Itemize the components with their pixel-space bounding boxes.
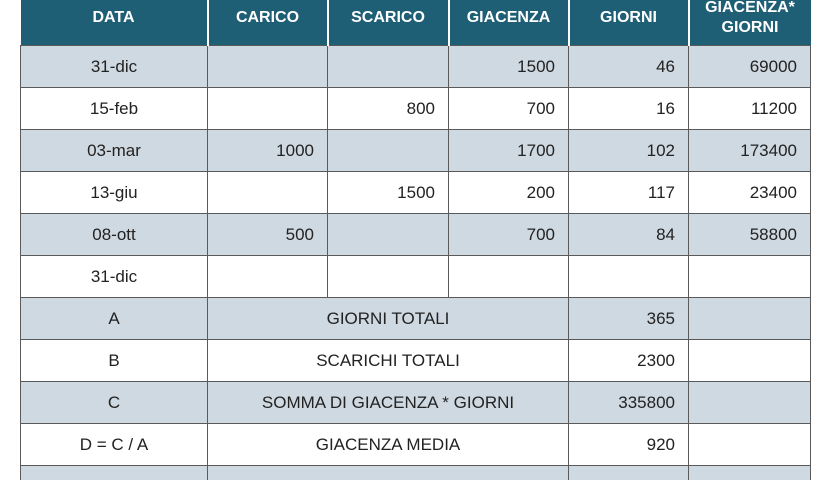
cell-scarico	[328, 256, 449, 298]
cell-carico: 500	[208, 214, 328, 256]
cell-giacenza: 700	[449, 214, 569, 256]
cell-giacenza: 1700	[449, 130, 569, 172]
cell-data: 13-giu	[21, 172, 208, 214]
table-row	[21, 46, 811, 88]
cell-data: 31-dic	[21, 256, 208, 298]
summary-row	[21, 298, 811, 340]
cell-carico	[208, 172, 328, 214]
summary-label: SOMMA DI GIACENZA * GIORNI	[208, 382, 569, 424]
cell-giorni	[569, 256, 689, 298]
table-row	[21, 88, 811, 130]
summary-label: SCARICHI TOTALI	[208, 340, 569, 382]
summary-value: 2300	[569, 340, 689, 382]
header-row	[21, 0, 811, 46]
header-giacenza-giorni: GIACENZA* GIORNI	[689, 0, 811, 46]
cell-data: 15-feb	[21, 88, 208, 130]
summary-value: 920	[569, 424, 689, 466]
cell-data: 31-dic	[21, 46, 208, 88]
header-carico: CARICO	[208, 0, 328, 46]
summary-row	[21, 466, 811, 480]
cell-giacenza: 1500	[449, 46, 569, 88]
header-giorni: GIORNI	[569, 0, 689, 46]
summary-key: D = C / A	[21, 424, 208, 466]
header-giacenza: GIACENZA	[449, 0, 569, 46]
cell-carico: 1000	[208, 130, 328, 172]
cell-scarico: 1500	[328, 172, 449, 214]
cell-giacenza	[449, 256, 569, 298]
cell-data: 08-ott	[21, 214, 208, 256]
summary-value: 365	[569, 298, 689, 340]
summary-extra	[689, 298, 811, 340]
cell-giorni: 16	[569, 88, 689, 130]
cell-scarico: 800	[328, 88, 449, 130]
summary-extra	[689, 340, 811, 382]
summary-value	[569, 466, 689, 480]
summary-extra	[689, 466, 811, 480]
cell-giorni: 84	[569, 214, 689, 256]
summary-extra	[689, 382, 811, 424]
cell-giorni: 117	[569, 172, 689, 214]
table-row	[21, 130, 811, 172]
summary-key: B	[21, 340, 208, 382]
cell-giorni: 46	[569, 46, 689, 88]
summary-key	[21, 466, 208, 480]
cell-giacenza-giorni: 58800	[689, 214, 811, 256]
summary-extra	[689, 424, 811, 466]
summary-value: 335800	[569, 382, 689, 424]
summary-label: GIACENZA MEDIA	[208, 424, 569, 466]
summary-key: C	[21, 382, 208, 424]
summary-key: A	[21, 298, 208, 340]
summary-row	[21, 424, 811, 466]
header-scarico: SCARICO	[328, 0, 449, 46]
cell-data: 03-mar	[21, 130, 208, 172]
summary-row	[21, 340, 811, 382]
cell-giacenza-giorni: 11200	[689, 88, 811, 130]
summary-label: GIORNI TOTALI	[208, 298, 569, 340]
cell-scarico	[328, 214, 449, 256]
cell-giorni: 102	[569, 130, 689, 172]
cell-giacenza-giorni: 173400	[689, 130, 811, 172]
inventory-table	[20, 0, 811, 480]
cell-giacenza: 700	[449, 88, 569, 130]
cell-giacenza-giorni: 23400	[689, 172, 811, 214]
table-row	[21, 256, 811, 298]
table-row	[21, 214, 811, 256]
cell-carico	[208, 256, 328, 298]
cell-carico	[208, 88, 328, 130]
cell-carico	[208, 46, 328, 88]
cell-scarico	[328, 46, 449, 88]
header-data: DATA	[21, 0, 208, 46]
table-row	[21, 172, 811, 214]
summary-row	[21, 382, 811, 424]
summary-label	[208, 466, 569, 480]
cell-giacenza-giorni	[689, 256, 811, 298]
cell-giacenza: 200	[449, 172, 569, 214]
cell-scarico	[328, 130, 449, 172]
cell-giacenza-giorni: 69000	[689, 46, 811, 88]
